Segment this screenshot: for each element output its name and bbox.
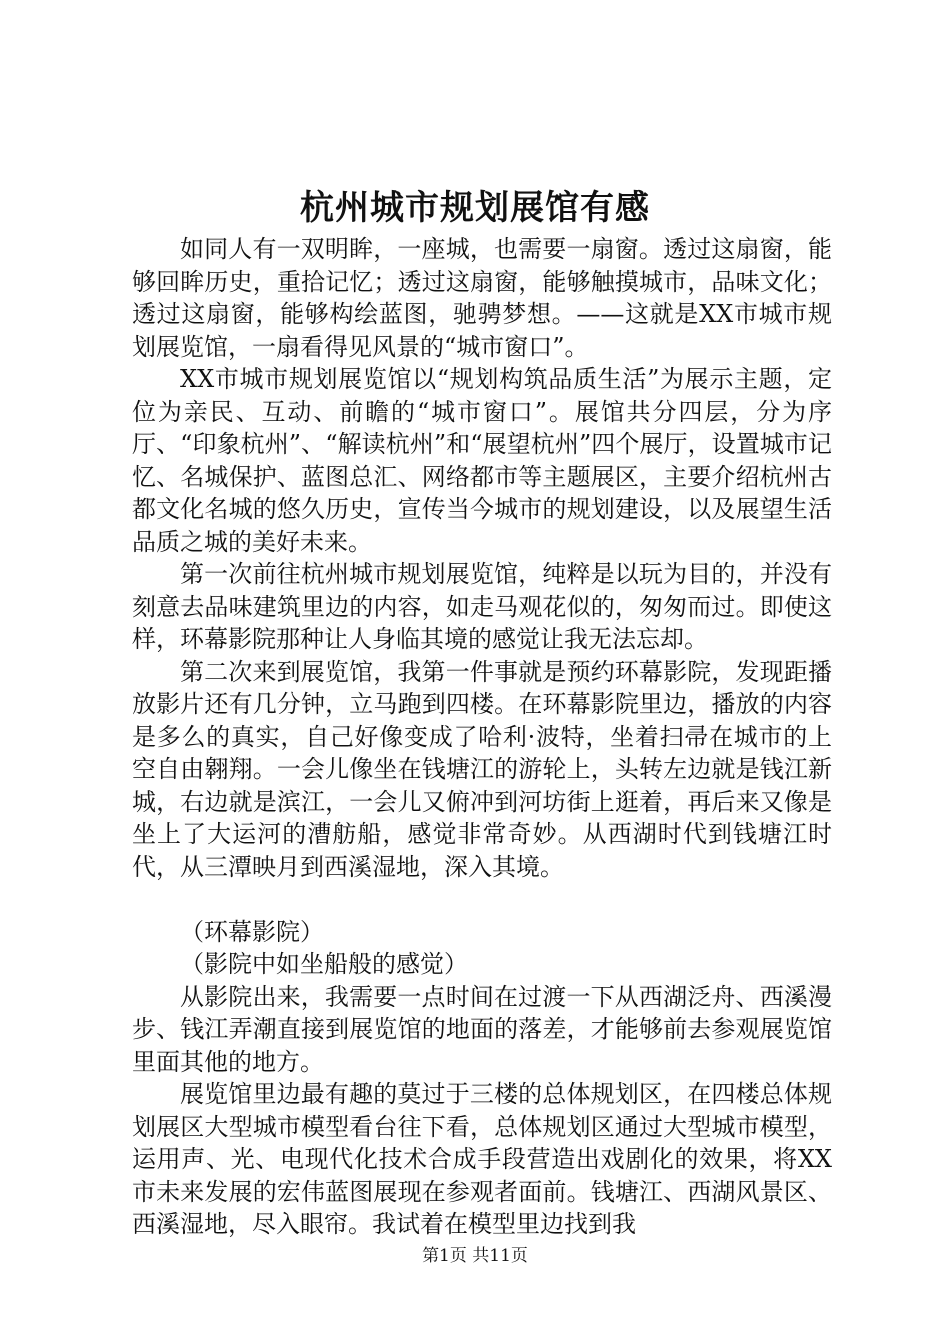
image-caption-2: （影院中如坐船般的感觉） [180,950,468,978]
paragraph-2: XX市城市规划展览馆以“规划构筑品质生活”为展示主题，定位为亲民、互动、前瞻的“城市窗口”。展馆共分四层，分为序厅、“印象杭州”、“解读杭州”和“展望杭州”四个展厅，设置城市记忆、名城保护、蓝图总汇、网络都市等主题展区，主要介绍杭州古都文化名城的悠久历史，宣传当今城市的规划建设，以及展望生活品质之城的美好未来。 [132,365,832,556]
document-title: 杭州城市规划展馆有感 [300,188,650,228]
paragraph-4: 第二次来到展览馆，我第一件事就是预约环幕影院，发现距播放影片还有几分钟，立马跑到四楼。在环幕影院里边，播放的内容是多么的真实，自己好像变成了哈利·波特，坐着扫帚在城市的上空自由翱翔。一会儿像坐在钱塘江的游轮上，头转左边就是钱江新城，右边就是滨江，一会儿又俯冲到河坊街上逛着，再后来又像是坐上了大运河的漕舫船，感觉非常奇妙。从西湖时代到钱塘江时代，从三潭映月到西溪湿地，深入其境。 [132,657,832,881]
paragraph-3: 第一次前往杭州城市规划展览馆，纯粹是以玩为目的，并没有刻意去品味建筑里边的内容，如走马观花似的，匆匆而过。即使这样，环幕影院那种让人身临其境的感觉让我无法忘却。 [132,560,832,653]
paragraph-6: 展览馆里边最有趣的莫过于三楼的总体规划区，在四楼总体规划展区大型城市模型看台往下看，总体规划区通过大型城市模型，运用声、光、电现代化技术合成手段营造出戏剧化的效果，将XX市未来发展的宏伟蓝图展现在参观者面前。钱塘江、西湖风景区、西溪湿地，尽入眼帘。我试着在模型里边找到我 [132,1080,832,1238]
page-footer: 第1页 共11页 [422,1246,528,1266]
image-caption-1: （环幕影院） [180,917,324,946]
paragraph-5: 从影院出来，我需要一点时间在过渡一下从西湖泛舟、西溪漫步、钱江弄潮直接到展览馆的地面的落差，才能够前去参观展览馆里面其他的地方。 [132,982,832,1076]
paragraph-1: 如同人有一双明眸，一座城，也需要一扇窗。透过这扇窗，能够回眸历史，重拾记忆；透过这扇窗，能够触摸城市，品味文化；透过这扇窗，能够构绘蓝图，驰骋梦想。——这就是XX市城市规划展览馆，一扇看得见风景的“城市窗口”。 [132,235,832,361]
document-body [132,233,832,1241]
blank-line [132,883,832,916]
